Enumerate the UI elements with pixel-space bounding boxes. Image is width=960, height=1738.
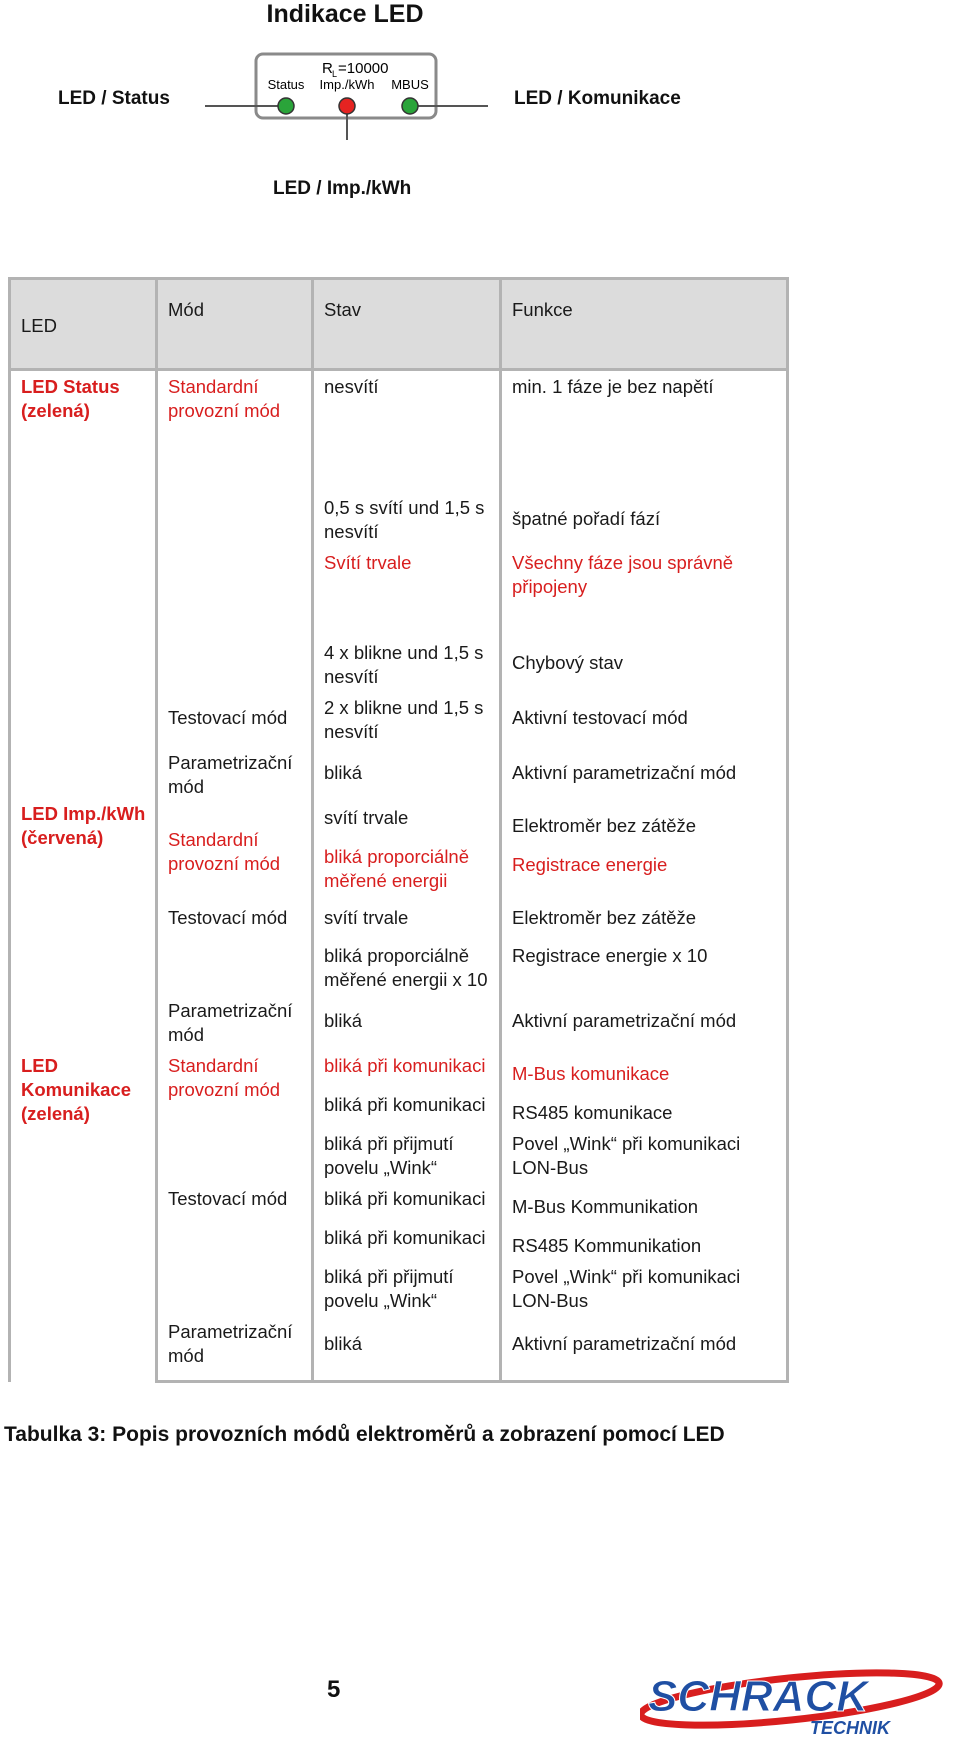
funkce-cell: RS485 Kommunikation	[501, 1222, 788, 1261]
funkce-cell: Všechny fáze jsou správně připojeny	[501, 547, 788, 637]
table-caption: Tabulka 3: Popis provozních módů elektroměrů a zobrazení pomocí LED	[4, 1423, 725, 1446]
stav-cell: bliká	[313, 995, 501, 1050]
rl-value: =10000	[338, 60, 389, 77]
header-led: LED	[10, 279, 157, 370]
logo-brand: SCHRACK	[648, 1672, 868, 1721]
led-kom-color: (zelená)	[21, 1102, 90, 1124]
stav-cell: 0,5 s svítí und 1,5 s nesvítí	[313, 420, 501, 547]
led-status-title: LED Status	[21, 376, 120, 397]
page-number: 5	[327, 1676, 341, 1703]
led-imp-color: (červená)	[21, 826, 104, 848]
header-funkce: Funkce	[501, 279, 788, 370]
funkce-cell: Elektroměr bez zátěže	[501, 802, 788, 841]
funkce-cell: Povel „Wink“ při komunikaci LON-Bus	[501, 1128, 788, 1183]
mode-cell: Parametrizační mód	[157, 995, 313, 1050]
stav-cell: bliká proporciálně měřené energii x 10	[313, 940, 501, 995]
led-imp-label: LED / Imp./kWh	[273, 178, 412, 199]
mode-cell: Standardní provozní mód	[157, 1050, 313, 1183]
funkce-cell: Registrace energie	[501, 841, 788, 896]
led-komunikace-label: LED / Komunikace	[514, 88, 681, 109]
mode-cell: Parametrizační mód	[157, 1316, 313, 1382]
funkce-cell: Chybový stav	[501, 637, 788, 692]
funkce-cell: RS485 komunikace	[501, 1089, 788, 1128]
led-imp-cell	[10, 637, 157, 1050]
stav-cell: Svítí trvale	[313, 547, 501, 637]
table-header-row	[10, 279, 788, 370]
mode-cell: Parametrizační mód	[157, 747, 313, 802]
stav-cell: bliká při přijmutí povelu „Wink“	[313, 1261, 501, 1316]
funkce-cell: M-Bus komunikace	[501, 1050, 788, 1089]
funkce-cell: Aktivní parametrizační mód	[501, 747, 788, 802]
table-row	[10, 1050, 788, 1089]
led-kom-title: LED Komunikace	[21, 1054, 132, 1100]
stav-cell: svítí trvale	[313, 802, 501, 841]
rl-sub: L	[332, 69, 338, 79]
funkce-cell: Registrace energie x 10	[501, 940, 788, 995]
schrack-logo	[640, 1666, 955, 1738]
led-status-label: LED / Status	[58, 88, 170, 109]
indicator-label-imp: Imp./kWh	[319, 77, 375, 92]
mode-cell	[157, 940, 313, 995]
mode-cell: Testovací mód	[157, 692, 313, 747]
funkce-cell: Elektroměr bez zátěže	[501, 896, 788, 940]
funkce-cell: Aktivní parametrizační mód	[501, 995, 788, 1050]
indicator-label-status: Status	[267, 77, 305, 92]
led-imp-icon	[339, 98, 355, 114]
led-status-color: (zelená)	[21, 400, 90, 421]
stav-cell: svítí trvale	[313, 896, 501, 940]
led-panel-diagram	[190, 48, 510, 140]
funkce-cell: M-Bus Kommunikation	[501, 1183, 788, 1222]
stav-cell: bliká při přijmutí povelu „Wink“	[313, 1128, 501, 1183]
led-status-icon	[278, 98, 294, 114]
stav-cell: 2 x blikne und 1,5 s nesvítí	[313, 692, 501, 747]
mode-cell	[157, 637, 313, 692]
funkce-cell: min. 1 fáze je bez napětí	[501, 370, 788, 420]
table-row	[10, 637, 788, 692]
stav-cell: nesvítí	[313, 370, 501, 420]
funkce-cell: Aktivní testovací mód	[501, 692, 788, 747]
stav-cell: bliká	[313, 1316, 501, 1382]
mode-cell: Standardní provozní mód	[157, 370, 313, 637]
stav-cell: bliká	[313, 747, 501, 802]
funkce-cell: Aktivní parametrizační mód	[501, 1316, 788, 1382]
mode-cell: Testovací mód	[157, 1183, 313, 1316]
logo-sub: TECHNIK	[810, 1718, 890, 1738]
rl-label: R	[322, 60, 333, 77]
page-heading: Indikace LED	[266, 0, 424, 28]
led-kom-cell	[10, 1050, 157, 1382]
stav-cell: 4 x blikne und 1,5 s nesvítí	[313, 637, 501, 692]
header-mod: Mód	[157, 279, 313, 370]
stav-cell: bliká při komunikaci	[313, 1089, 501, 1128]
stav-cell: bliká proporciálně měřené energii	[313, 841, 501, 896]
stav-cell: bliká při komunikaci	[313, 1183, 501, 1222]
indicator-label-mbus: MBUS	[391, 77, 429, 92]
stav-cell: bliká při komunikaci	[313, 1050, 501, 1089]
led-modes-table	[8, 277, 789, 1383]
header-stav: Stav	[313, 279, 501, 370]
funkce-cell: Povel „Wink“ při komunikaci LON-Bus	[501, 1261, 788, 1316]
stav-cell: bliká při komunikaci	[313, 1222, 501, 1261]
mode-cell: Standardní provozní mód	[157, 802, 313, 896]
mode-cell: Testovací mód	[157, 896, 313, 940]
table-row	[10, 370, 788, 420]
funkce-cell: špatné pořadí fází	[501, 420, 788, 547]
led-status-cell	[10, 370, 157, 637]
led-mbus-icon	[402, 98, 418, 114]
led-imp-title: LED Imp./kWh	[21, 802, 146, 824]
